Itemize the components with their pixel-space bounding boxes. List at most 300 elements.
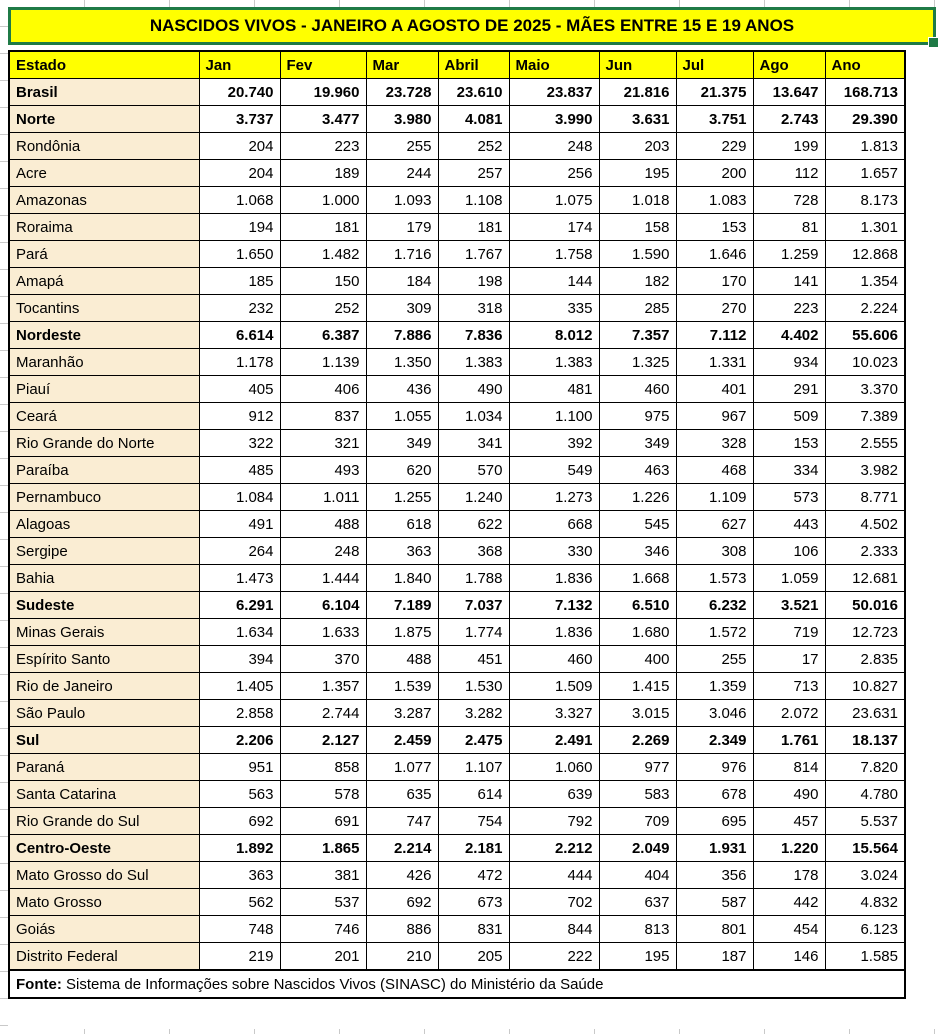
value-cell[interactable]: 1.259 xyxy=(753,241,825,268)
value-cell[interactable]: 2.072 xyxy=(753,700,825,727)
value-cell[interactable]: 792 xyxy=(509,808,599,835)
value-cell[interactable]: 198 xyxy=(438,268,509,295)
value-cell[interactable]: 691 xyxy=(280,808,366,835)
value-cell[interactable]: 7.389 xyxy=(825,403,905,430)
state-cell[interactable]: Roraima xyxy=(9,214,199,241)
value-cell[interactable]: 1.650 xyxy=(199,241,280,268)
value-cell[interactable]: 1.059 xyxy=(753,565,825,592)
value-cell[interactable]: 322 xyxy=(199,430,280,457)
value-cell[interactable]: 223 xyxy=(280,133,366,160)
value-cell[interactable]: 457 xyxy=(753,808,825,835)
value-cell[interactable]: 583 xyxy=(599,781,676,808)
value-cell[interactable]: 15.564 xyxy=(825,835,905,862)
value-cell[interactable]: 844 xyxy=(509,916,599,943)
value-cell[interactable]: 1.836 xyxy=(509,619,599,646)
value-cell[interactable]: 330 xyxy=(509,538,599,565)
value-cell[interactable]: 112 xyxy=(753,160,825,187)
state-cell[interactable]: Rondônia xyxy=(9,133,199,160)
state-cell[interactable]: Mato Grosso do Sul xyxy=(9,862,199,889)
value-cell[interactable]: 394 xyxy=(199,646,280,673)
state-cell[interactable]: Pernambuco xyxy=(9,484,199,511)
value-cell[interactable]: 181 xyxy=(438,214,509,241)
value-cell[interactable]: 754 xyxy=(438,808,509,835)
value-cell[interactable]: 1.220 xyxy=(753,835,825,862)
title-cell[interactable] xyxy=(8,7,936,45)
value-cell[interactable]: 401 xyxy=(676,376,753,403)
value-cell[interactable]: 219 xyxy=(199,943,280,971)
value-cell[interactable]: 346 xyxy=(599,538,676,565)
value-cell[interactable]: 587 xyxy=(676,889,753,916)
state-cell[interactable]: Bahia xyxy=(9,565,199,592)
value-cell[interactable]: 637 xyxy=(599,889,676,916)
value-cell[interactable]: 748 xyxy=(199,916,280,943)
value-cell[interactable]: 622 xyxy=(438,511,509,538)
value-cell[interactable]: 309 xyxy=(366,295,438,322)
value-cell[interactable]: 3.327 xyxy=(509,700,599,727)
state-cell[interactable]: Piauí xyxy=(9,376,199,403)
value-cell[interactable]: 1.034 xyxy=(438,403,509,430)
state-cell[interactable]: Nordeste xyxy=(9,322,199,349)
value-cell[interactable]: 635 xyxy=(366,781,438,808)
state-cell[interactable]: Paraíba xyxy=(9,457,199,484)
value-cell[interactable]: 1.865 xyxy=(280,835,366,862)
value-cell[interactable]: 1.075 xyxy=(509,187,599,214)
value-cell[interactable]: 158 xyxy=(599,214,676,241)
value-cell[interactable]: 443 xyxy=(753,511,825,538)
value-cell[interactable]: 194 xyxy=(199,214,280,241)
value-cell[interactable]: 1.240 xyxy=(438,484,509,511)
value-cell[interactable]: 2.459 xyxy=(366,727,438,754)
value-cell[interactable]: 426 xyxy=(366,862,438,889)
value-cell[interactable]: 562 xyxy=(199,889,280,916)
state-cell[interactable]: Centro-Oeste xyxy=(9,835,199,862)
value-cell[interactable]: 2.333 xyxy=(825,538,905,565)
value-cell[interactable]: 1.350 xyxy=(366,349,438,376)
state-cell[interactable]: Minas Gerais xyxy=(9,619,199,646)
value-cell[interactable]: 5.537 xyxy=(825,808,905,835)
value-cell[interactable]: 746 xyxy=(280,916,366,943)
value-cell[interactable]: 2.212 xyxy=(509,835,599,862)
value-cell[interactable]: 1.060 xyxy=(509,754,599,781)
value-cell[interactable]: 976 xyxy=(676,754,753,781)
state-cell[interactable]: Alagoas xyxy=(9,511,199,538)
value-cell[interactable]: 335 xyxy=(509,295,599,322)
value-cell[interactable]: 1.572 xyxy=(676,619,753,646)
value-cell[interactable]: 491 xyxy=(199,511,280,538)
value-cell[interactable]: 1.325 xyxy=(599,349,676,376)
value-cell[interactable]: 1.011 xyxy=(280,484,366,511)
value-cell[interactable]: 490 xyxy=(438,376,509,403)
column-header-mar[interactable]: Mar xyxy=(366,51,438,79)
value-cell[interactable]: 199 xyxy=(753,133,825,160)
value-cell[interactable]: 678 xyxy=(676,781,753,808)
value-cell[interactable]: 831 xyxy=(438,916,509,943)
value-cell[interactable]: 223 xyxy=(753,295,825,322)
value-cell[interactable]: 200 xyxy=(676,160,753,187)
value-cell[interactable]: 2.224 xyxy=(825,295,905,322)
value-cell[interactable]: 1.415 xyxy=(599,673,676,700)
value-cell[interactable]: 257 xyxy=(438,160,509,187)
value-cell[interactable]: 858 xyxy=(280,754,366,781)
value-cell[interactable]: 349 xyxy=(366,430,438,457)
value-cell[interactable]: 1.758 xyxy=(509,241,599,268)
value-cell[interactable]: 1.931 xyxy=(676,835,753,862)
value-cell[interactable]: 2.555 xyxy=(825,430,905,457)
value-cell[interactable]: 405 xyxy=(199,376,280,403)
value-cell[interactable]: 2.269 xyxy=(599,727,676,754)
value-cell[interactable]: 460 xyxy=(509,646,599,673)
value-cell[interactable]: 146 xyxy=(753,943,825,971)
value-cell[interactable]: 1.331 xyxy=(676,349,753,376)
value-cell[interactable]: 1.000 xyxy=(280,187,366,214)
value-cell[interactable]: 308 xyxy=(676,538,753,565)
value-cell[interactable]: 3.737 xyxy=(199,106,280,133)
value-cell[interactable]: 1.657 xyxy=(825,160,905,187)
value-cell[interactable]: 204 xyxy=(199,133,280,160)
column-header-abril[interactable]: Abril xyxy=(438,51,509,79)
value-cell[interactable]: 255 xyxy=(366,133,438,160)
value-cell[interactable]: 2.127 xyxy=(280,727,366,754)
value-cell[interactable]: 205 xyxy=(438,943,509,971)
value-cell[interactable]: 341 xyxy=(438,430,509,457)
value-cell[interactable]: 1.875 xyxy=(366,619,438,646)
value-cell[interactable]: 81 xyxy=(753,214,825,241)
value-cell[interactable]: 1.383 xyxy=(509,349,599,376)
value-cell[interactable]: 7.886 xyxy=(366,322,438,349)
value-cell[interactable]: 1.836 xyxy=(509,565,599,592)
state-cell[interactable]: Tocantins xyxy=(9,295,199,322)
value-cell[interactable]: 23.837 xyxy=(509,79,599,106)
value-cell[interactable]: 18.137 xyxy=(825,727,905,754)
value-cell[interactable]: 837 xyxy=(280,403,366,430)
value-cell[interactable]: 23.728 xyxy=(366,79,438,106)
value-cell[interactable]: 488 xyxy=(366,646,438,673)
value-cell[interactable]: 55.606 xyxy=(825,322,905,349)
value-cell[interactable]: 1.633 xyxy=(280,619,366,646)
value-cell[interactable]: 23.610 xyxy=(438,79,509,106)
column-header-estado[interactable]: Estado xyxy=(9,51,199,79)
value-cell[interactable]: 1.892 xyxy=(199,835,280,862)
value-cell[interactable]: 2.491 xyxy=(509,727,599,754)
value-cell[interactable]: 3.982 xyxy=(825,457,905,484)
value-cell[interactable]: 3.631 xyxy=(599,106,676,133)
value-cell[interactable]: 7.357 xyxy=(599,322,676,349)
value-cell[interactable]: 8.012 xyxy=(509,322,599,349)
value-cell[interactable]: 490 xyxy=(753,781,825,808)
column-header-ano[interactable]: Ano xyxy=(825,51,905,79)
value-cell[interactable]: 178 xyxy=(753,862,825,889)
value-cell[interactable]: 204 xyxy=(199,160,280,187)
value-cell[interactable]: 189 xyxy=(280,160,366,187)
state-cell[interactable]: Rio Grande do Norte xyxy=(9,430,199,457)
value-cell[interactable]: 2.858 xyxy=(199,700,280,727)
value-cell[interactable]: 692 xyxy=(366,889,438,916)
value-cell[interactable]: 3.370 xyxy=(825,376,905,403)
value-cell[interactable]: 1.226 xyxy=(599,484,676,511)
value-cell[interactable]: 232 xyxy=(199,295,280,322)
value-cell[interactable]: 912 xyxy=(199,403,280,430)
value-cell[interactable]: 182 xyxy=(599,268,676,295)
value-cell[interactable]: 1.634 xyxy=(199,619,280,646)
value-cell[interactable]: 181 xyxy=(280,214,366,241)
value-cell[interactable]: 1.077 xyxy=(366,754,438,781)
value-cell[interactable]: 713 xyxy=(753,673,825,700)
value-cell[interactable]: 2.475 xyxy=(438,727,509,754)
value-cell[interactable]: 363 xyxy=(366,538,438,565)
value-cell[interactable]: 1.109 xyxy=(676,484,753,511)
value-cell[interactable]: 1.530 xyxy=(438,673,509,700)
value-cell[interactable]: 404 xyxy=(599,862,676,889)
value-cell[interactable]: 170 xyxy=(676,268,753,295)
state-cell[interactable]: Acre xyxy=(9,160,199,187)
value-cell[interactable]: 328 xyxy=(676,430,753,457)
value-cell[interactable]: 270 xyxy=(676,295,753,322)
value-cell[interactable]: 8.173 xyxy=(825,187,905,214)
value-cell[interactable]: 210 xyxy=(366,943,438,971)
value-cell[interactable]: 285 xyxy=(599,295,676,322)
value-cell[interactable]: 451 xyxy=(438,646,509,673)
value-cell[interactable]: 6.291 xyxy=(199,592,280,619)
value-cell[interactable]: 7.112 xyxy=(676,322,753,349)
column-header-fev[interactable]: Fev xyxy=(280,51,366,79)
value-cell[interactable]: 2.349 xyxy=(676,727,753,754)
column-header-jan[interactable]: Jan xyxy=(199,51,280,79)
value-cell[interactable]: 12.723 xyxy=(825,619,905,646)
value-cell[interactable]: 321 xyxy=(280,430,366,457)
value-cell[interactable]: 1.813 xyxy=(825,133,905,160)
value-cell[interactable]: 168.713 xyxy=(825,79,905,106)
column-header-jun[interactable]: Jun xyxy=(599,51,676,79)
value-cell[interactable]: 392 xyxy=(509,430,599,457)
value-cell[interactable]: 4.832 xyxy=(825,889,905,916)
value-cell[interactable]: 934 xyxy=(753,349,825,376)
state-cell[interactable]: Rio de Janeiro xyxy=(9,673,199,700)
value-cell[interactable]: 1.680 xyxy=(599,619,676,646)
value-cell[interactable]: 3.024 xyxy=(825,862,905,889)
value-cell[interactable]: 3.477 xyxy=(280,106,366,133)
value-cell[interactable]: 563 xyxy=(199,781,280,808)
value-cell[interactable]: 291 xyxy=(753,376,825,403)
state-cell[interactable]: Distrito Federal xyxy=(9,943,199,971)
value-cell[interactable]: 3.990 xyxy=(509,106,599,133)
value-cell[interactable]: 472 xyxy=(438,862,509,889)
value-cell[interactable]: 1.139 xyxy=(280,349,366,376)
value-cell[interactable]: 967 xyxy=(676,403,753,430)
value-cell[interactable]: 1.668 xyxy=(599,565,676,592)
value-cell[interactable]: 1.357 xyxy=(280,673,366,700)
value-cell[interactable]: 1.354 xyxy=(825,268,905,295)
value-cell[interactable]: 19.960 xyxy=(280,79,366,106)
value-cell[interactable]: 1.767 xyxy=(438,241,509,268)
value-cell[interactable]: 106 xyxy=(753,538,825,565)
value-cell[interactable]: 7.037 xyxy=(438,592,509,619)
value-cell[interactable]: 614 xyxy=(438,781,509,808)
value-cell[interactable]: 719 xyxy=(753,619,825,646)
state-cell[interactable]: Santa Catarina xyxy=(9,781,199,808)
value-cell[interactable]: 2.743 xyxy=(753,106,825,133)
value-cell[interactable]: 3.046 xyxy=(676,700,753,727)
value-cell[interactable]: 1.255 xyxy=(366,484,438,511)
value-cell[interactable]: 692 xyxy=(199,808,280,835)
value-cell[interactable]: 460 xyxy=(599,376,676,403)
value-cell[interactable]: 153 xyxy=(753,430,825,457)
value-cell[interactable]: 248 xyxy=(509,133,599,160)
value-cell[interactable]: 195 xyxy=(599,943,676,971)
value-cell[interactable]: 6.510 xyxy=(599,592,676,619)
value-cell[interactable]: 578 xyxy=(280,781,366,808)
value-cell[interactable]: 442 xyxy=(753,889,825,916)
value-cell[interactable]: 150 xyxy=(280,268,366,295)
column-header-maio[interactable]: Maio xyxy=(509,51,599,79)
value-cell[interactable]: 248 xyxy=(280,538,366,565)
state-cell[interactable]: Norte xyxy=(9,106,199,133)
value-cell[interactable]: 252 xyxy=(280,295,366,322)
value-cell[interactable]: 6.232 xyxy=(676,592,753,619)
state-cell[interactable]: Amazonas xyxy=(9,187,199,214)
value-cell[interactable]: 702 xyxy=(509,889,599,916)
value-cell[interactable]: 12.681 xyxy=(825,565,905,592)
value-cell[interactable]: 549 xyxy=(509,457,599,484)
value-cell[interactable]: 318 xyxy=(438,295,509,322)
value-cell[interactable]: 1.301 xyxy=(825,214,905,241)
value-cell[interactable]: 1.444 xyxy=(280,565,366,592)
value-cell[interactable]: 1.100 xyxy=(509,403,599,430)
value-cell[interactable]: 141 xyxy=(753,268,825,295)
value-cell[interactable]: 3.282 xyxy=(438,700,509,727)
value-cell[interactable]: 21.816 xyxy=(599,79,676,106)
value-cell[interactable]: 747 xyxy=(366,808,438,835)
value-cell[interactable]: 463 xyxy=(599,457,676,484)
value-cell[interactable]: 3.751 xyxy=(676,106,753,133)
value-cell[interactable]: 144 xyxy=(509,268,599,295)
value-cell[interactable]: 20.740 xyxy=(199,79,280,106)
state-cell[interactable]: Sudeste xyxy=(9,592,199,619)
value-cell[interactable]: 1.774 xyxy=(438,619,509,646)
value-cell[interactable]: 6.104 xyxy=(280,592,366,619)
state-cell[interactable]: Sergipe xyxy=(9,538,199,565)
value-cell[interactable]: 255 xyxy=(676,646,753,673)
value-cell[interactable]: 468 xyxy=(676,457,753,484)
value-cell[interactable]: 537 xyxy=(280,889,366,916)
value-cell[interactable]: 201 xyxy=(280,943,366,971)
value-cell[interactable]: 4.402 xyxy=(753,322,825,349)
state-cell[interactable]: Sul xyxy=(9,727,199,754)
value-cell[interactable]: 10.827 xyxy=(825,673,905,700)
state-cell[interactable]: São Paulo xyxy=(9,700,199,727)
value-cell[interactable]: 368 xyxy=(438,538,509,565)
value-cell[interactable]: 618 xyxy=(366,511,438,538)
value-cell[interactable]: 1.178 xyxy=(199,349,280,376)
value-cell[interactable]: 203 xyxy=(599,133,676,160)
value-cell[interactable]: 3.287 xyxy=(366,700,438,727)
value-cell[interactable]: 252 xyxy=(438,133,509,160)
value-cell[interactable]: 179 xyxy=(366,214,438,241)
value-cell[interactable]: 481 xyxy=(509,376,599,403)
value-cell[interactable]: 573 xyxy=(753,484,825,511)
value-cell[interactable]: 4.502 xyxy=(825,511,905,538)
column-header-ago[interactable]: Ago xyxy=(753,51,825,79)
value-cell[interactable]: 349 xyxy=(599,430,676,457)
value-cell[interactable]: 185 xyxy=(199,268,280,295)
value-cell[interactable]: 29.390 xyxy=(825,106,905,133)
value-cell[interactable]: 1.482 xyxy=(280,241,366,268)
value-cell[interactable]: 709 xyxy=(599,808,676,835)
state-cell[interactable]: Maranhão xyxy=(9,349,199,376)
value-cell[interactable]: 977 xyxy=(599,754,676,781)
state-cell[interactable]: Ceará xyxy=(9,403,199,430)
column-header-jul[interactable]: Jul xyxy=(676,51,753,79)
value-cell[interactable]: 1.359 xyxy=(676,673,753,700)
value-cell[interactable]: 886 xyxy=(366,916,438,943)
value-cell[interactable]: 1.585 xyxy=(825,943,905,971)
state-cell[interactable]: Pará xyxy=(9,241,199,268)
value-cell[interactable]: 50.016 xyxy=(825,592,905,619)
value-cell[interactable]: 1.383 xyxy=(438,349,509,376)
value-cell[interactable]: 2.214 xyxy=(366,835,438,862)
value-cell[interactable]: 1.093 xyxy=(366,187,438,214)
value-cell[interactable]: 1.055 xyxy=(366,403,438,430)
value-cell[interactable]: 356 xyxy=(676,862,753,889)
value-cell[interactable]: 2.744 xyxy=(280,700,366,727)
value-cell[interactable]: 187 xyxy=(676,943,753,971)
value-cell[interactable]: 3.980 xyxy=(366,106,438,133)
value-cell[interactable]: 381 xyxy=(280,862,366,889)
value-cell[interactable]: 174 xyxy=(509,214,599,241)
value-cell[interactable]: 668 xyxy=(509,511,599,538)
value-cell[interactable]: 1.590 xyxy=(599,241,676,268)
value-cell[interactable]: 17 xyxy=(753,646,825,673)
value-cell[interactable]: 673 xyxy=(438,889,509,916)
value-cell[interactable]: 6.614 xyxy=(199,322,280,349)
value-cell[interactable]: 627 xyxy=(676,511,753,538)
value-cell[interactable]: 488 xyxy=(280,511,366,538)
value-cell[interactable]: 6.123 xyxy=(825,916,905,943)
state-cell[interactable]: Brasil xyxy=(9,79,199,106)
value-cell[interactable]: 153 xyxy=(676,214,753,241)
value-cell[interactable]: 1.761 xyxy=(753,727,825,754)
value-cell[interactable]: 3.015 xyxy=(599,700,676,727)
value-cell[interactable]: 406 xyxy=(280,376,366,403)
value-cell[interactable]: 454 xyxy=(753,916,825,943)
value-cell[interactable]: 509 xyxy=(753,403,825,430)
value-cell[interactable]: 1.646 xyxy=(676,241,753,268)
value-cell[interactable]: 184 xyxy=(366,268,438,295)
value-cell[interactable]: 229 xyxy=(676,133,753,160)
value-cell[interactable]: 195 xyxy=(599,160,676,187)
value-cell[interactable]: 13.647 xyxy=(753,79,825,106)
value-cell[interactable]: 6.387 xyxy=(280,322,366,349)
value-cell[interactable]: 4.081 xyxy=(438,106,509,133)
value-cell[interactable]: 1.405 xyxy=(199,673,280,700)
value-cell[interactable]: 1.107 xyxy=(438,754,509,781)
value-cell[interactable]: 1.473 xyxy=(199,565,280,592)
value-cell[interactable]: 2.206 xyxy=(199,727,280,754)
value-cell[interactable]: 363 xyxy=(199,862,280,889)
value-cell[interactable]: 570 xyxy=(438,457,509,484)
value-cell[interactable]: 1.509 xyxy=(509,673,599,700)
state-cell[interactable]: Espírito Santo xyxy=(9,646,199,673)
value-cell[interactable]: 493 xyxy=(280,457,366,484)
value-cell[interactable]: 951 xyxy=(199,754,280,781)
value-cell[interactable]: 2.835 xyxy=(825,646,905,673)
value-cell[interactable]: 12.868 xyxy=(825,241,905,268)
value-cell[interactable]: 485 xyxy=(199,457,280,484)
value-cell[interactable]: 1.108 xyxy=(438,187,509,214)
state-cell[interactable]: Paraná xyxy=(9,754,199,781)
value-cell[interactable]: 2.181 xyxy=(438,835,509,862)
value-cell[interactable]: 7.820 xyxy=(825,754,905,781)
value-cell[interactable]: 444 xyxy=(509,862,599,889)
